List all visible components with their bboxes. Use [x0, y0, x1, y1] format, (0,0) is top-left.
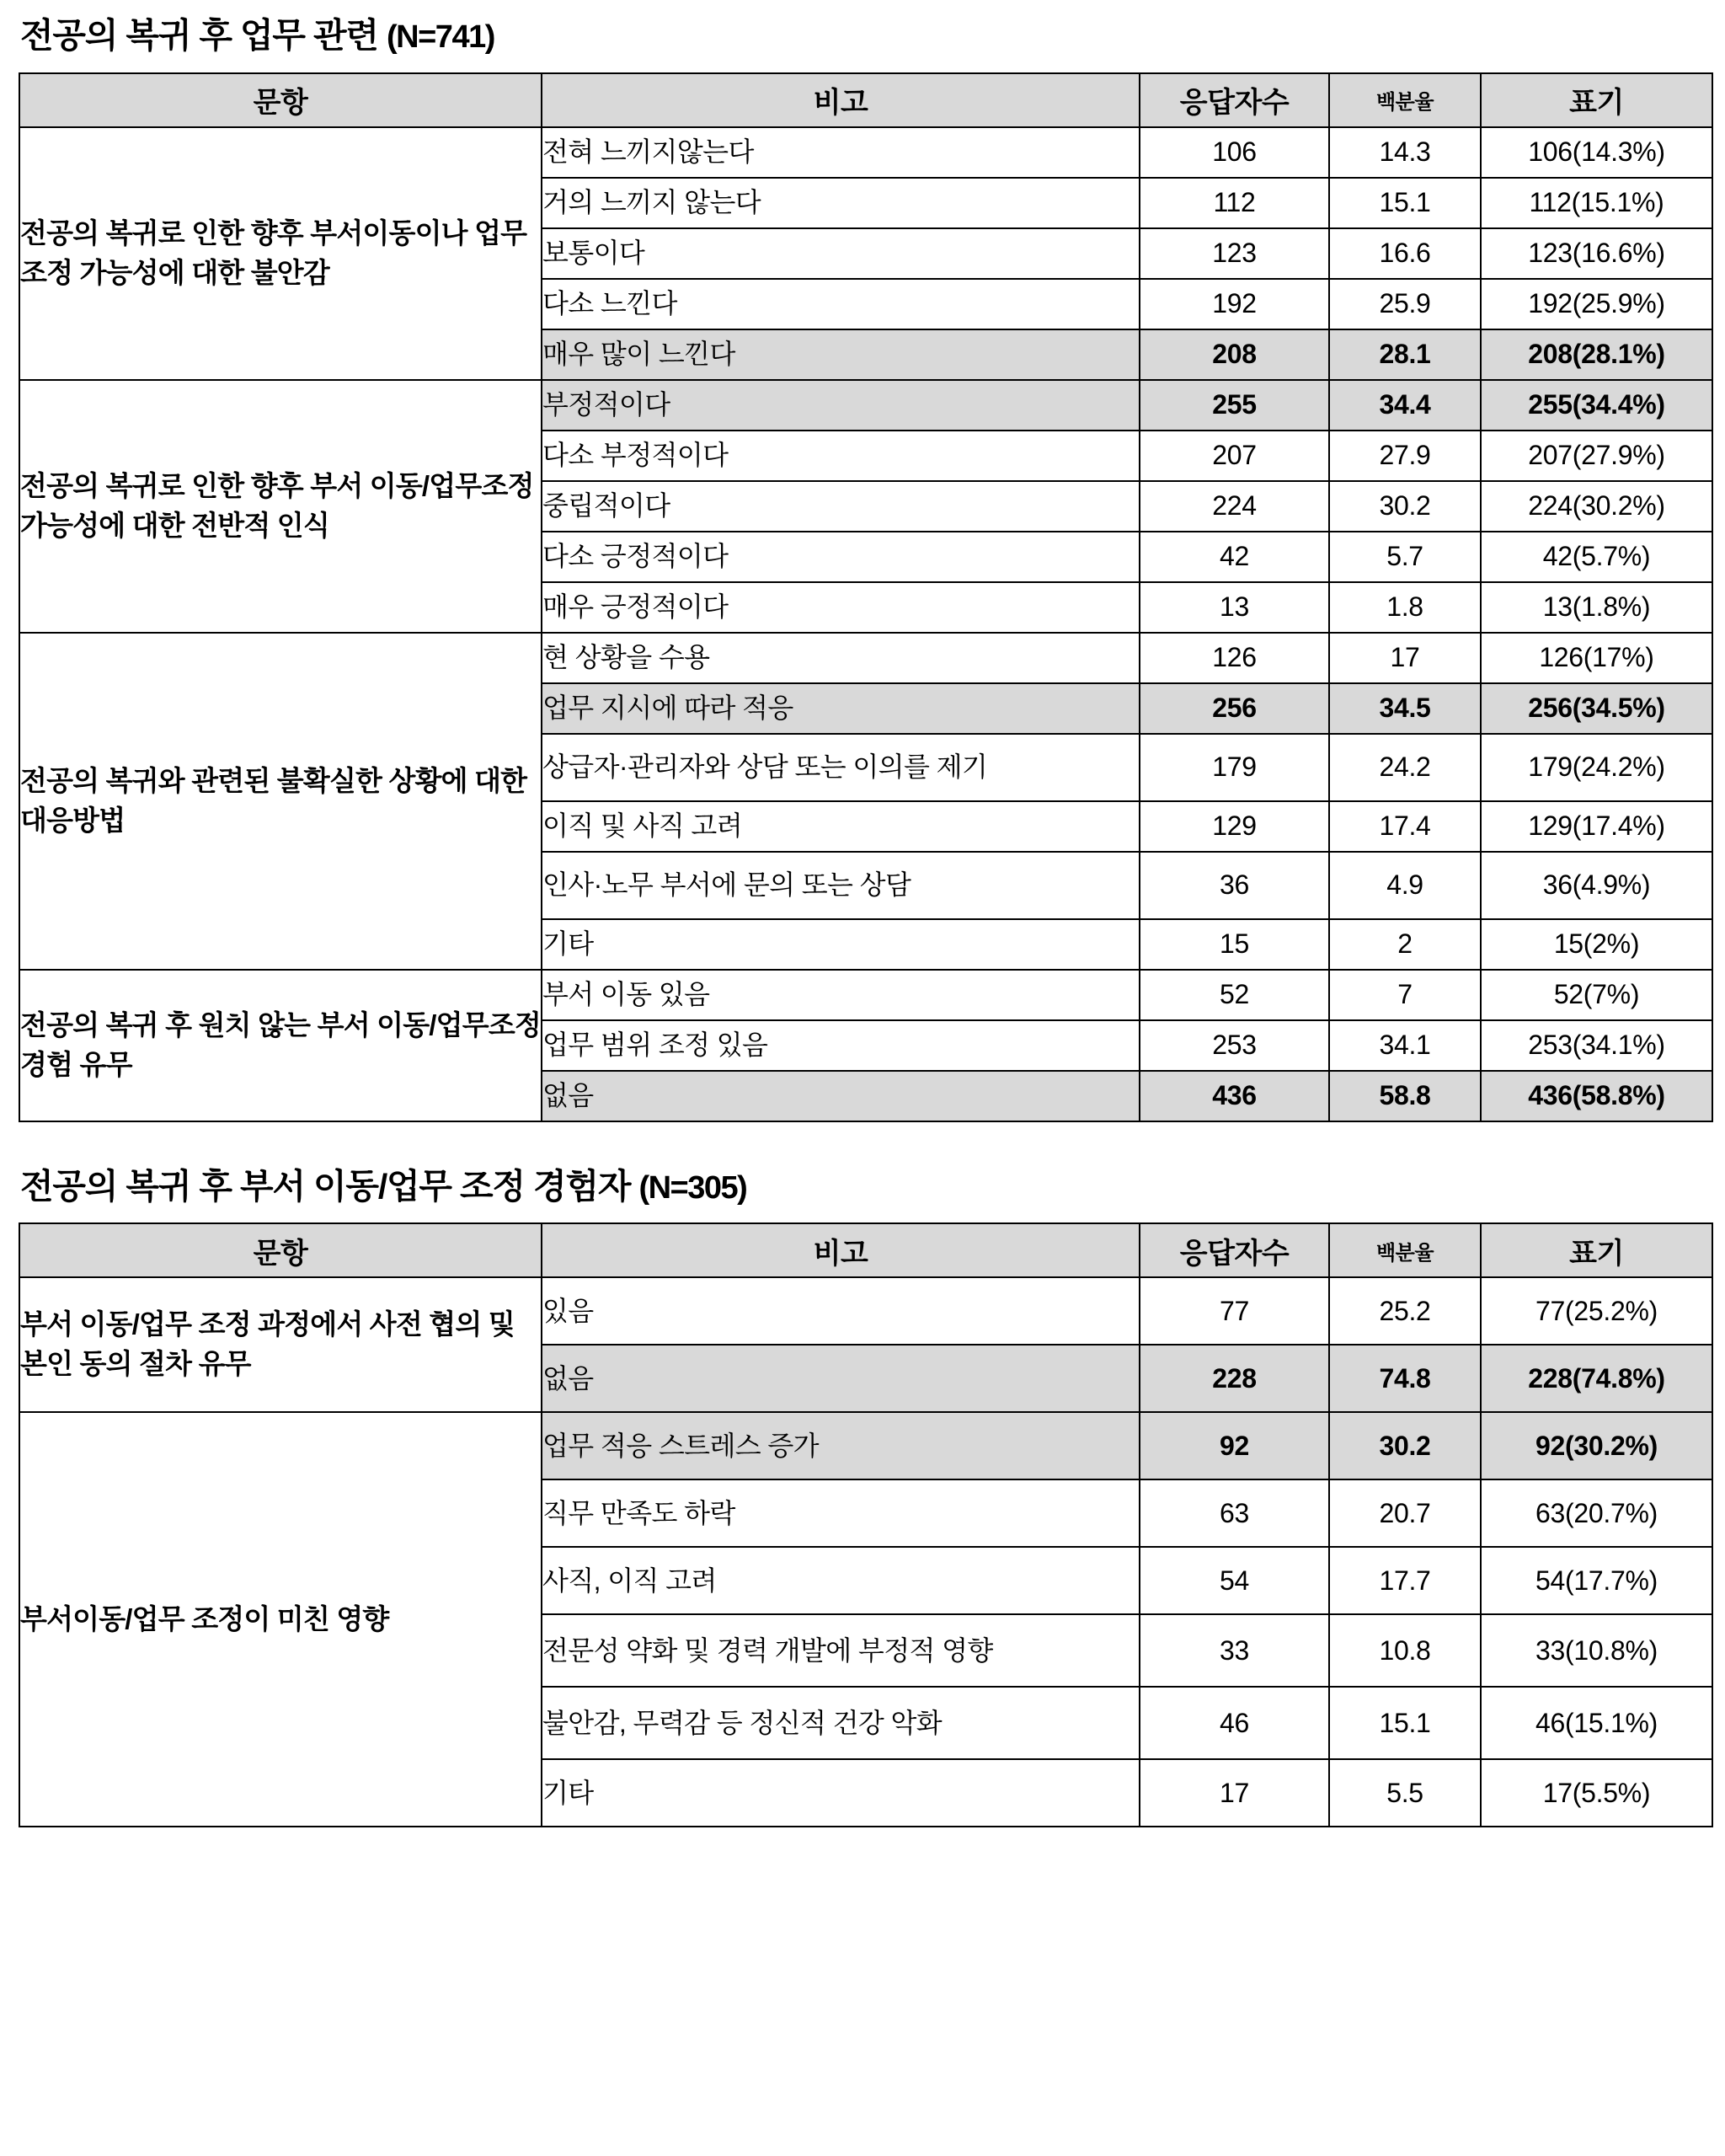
percent-cell: 17.7	[1329, 1547, 1481, 1614]
table-header-row	[19, 73, 1712, 127]
note-cell: 보통이다	[542, 228, 1140, 279]
mark-cell: 179(24.2%)	[1481, 734, 1712, 801]
note-cell: 있음	[542, 1277, 1140, 1345]
header-respondents: 응답자수	[1140, 73, 1329, 127]
percent-cell: 14.3	[1329, 127, 1481, 178]
percent-cell: 30.2	[1329, 481, 1481, 532]
respondents-cell: 106	[1140, 127, 1329, 178]
percent-cell: 17.4	[1329, 801, 1481, 852]
mark-cell: 123(16.6%)	[1481, 228, 1712, 279]
mark-cell: 63(20.7%)	[1481, 1479, 1712, 1547]
mark-cell: 46(15.1%)	[1481, 1687, 1712, 1759]
section-title-text: 전공의 복귀 후 업무 관련	[20, 16, 387, 55]
mark-cell: 54(17.7%)	[1481, 1547, 1712, 1614]
question-cell: 전공의 복귀로 인한 향후 부서 이동/업무조정 가능성에 대한 전반적 인식	[19, 380, 542, 633]
note-cell: 부서 이동 있음	[542, 970, 1140, 1020]
note-cell: 거의 느끼지 않는다	[542, 178, 1140, 228]
mark-cell: 92(30.2%)	[1481, 1412, 1712, 1479]
mark-cell: 228(74.8%)	[1481, 1345, 1712, 1412]
mark-cell: 436(58.8%)	[1481, 1071, 1712, 1121]
respondents-cell: 179	[1140, 734, 1329, 801]
percent-cell: 4.9	[1329, 852, 1481, 919]
mark-cell: 192(25.9%)	[1481, 279, 1712, 329]
percent-cell: 30.2	[1329, 1412, 1481, 1479]
mark-cell: 36(4.9%)	[1481, 852, 1712, 919]
percent-cell: 24.2	[1329, 734, 1481, 801]
note-cell: 중립적이다	[542, 481, 1140, 532]
mark-cell: 52(7%)	[1481, 970, 1712, 1020]
note-cell: 사직, 이직 고려	[542, 1547, 1140, 1614]
note-cell: 전문성 약화 및 경력 개발에 부정적 영향	[542, 1614, 1140, 1687]
respondents-cell: 208	[1140, 329, 1329, 380]
respondents-cell: 17	[1140, 1759, 1329, 1827]
table-header-row	[19, 1223, 1712, 1277]
respondents-cell: 36	[1140, 852, 1329, 919]
respondents-cell: 436	[1140, 1071, 1329, 1121]
section-title-text: 전공의 복귀 후 부서 이동/업무 조정 경험자	[20, 1166, 639, 1206]
respondents-cell: 63	[1140, 1479, 1329, 1547]
respondents-cell: 112	[1140, 178, 1329, 228]
respondents-cell: 77	[1140, 1277, 1329, 1345]
percent-cell: 20.7	[1329, 1479, 1481, 1547]
header-percent-label: 백분율	[1375, 1241, 1434, 1265]
percent-cell: 7	[1329, 970, 1481, 1020]
mark-cell: 106(14.3%)	[1481, 127, 1712, 178]
percent-cell: 16.6	[1329, 228, 1481, 279]
percent-cell: 25.2	[1329, 1277, 1481, 1345]
percent-cell: 34.1	[1329, 1020, 1481, 1071]
note-cell: 매우 많이 느낀다	[542, 329, 1140, 380]
section-title	[20, 1166, 1706, 1208]
percent-cell: 28.1	[1329, 329, 1481, 380]
header-question: 문항	[19, 1223, 542, 1277]
question-cell: 부서 이동/업무 조정 과정에서 사전 협의 및 본인 동의 절차 유무	[19, 1277, 542, 1412]
table-row	[19, 127, 1712, 178]
note-cell: 부정적이다	[542, 380, 1140, 431]
percent-cell: 27.9	[1329, 431, 1481, 481]
table-row	[19, 970, 1712, 1020]
mark-cell: 33(10.8%)	[1481, 1614, 1712, 1687]
percent-cell: 5.7	[1329, 532, 1481, 582]
respondents-cell: 228	[1140, 1345, 1329, 1412]
percent-cell: 10.8	[1329, 1614, 1481, 1687]
mark-cell: 256(34.5%)	[1481, 683, 1712, 734]
survey-table	[19, 1222, 1713, 1827]
mark-cell: 126(17%)	[1481, 633, 1712, 683]
note-cell: 기타	[542, 919, 1140, 970]
respondents-cell: 92	[1140, 1412, 1329, 1479]
respondents-cell: 256	[1140, 683, 1329, 734]
note-cell: 업무 지시에 따라 적응	[542, 683, 1140, 734]
respondents-cell: 253	[1140, 1020, 1329, 1071]
note-cell: 상급자·관리자와 상담 또는 이의를 제기	[542, 734, 1140, 801]
percent-cell: 1.8	[1329, 582, 1481, 633]
respondents-cell: 255	[1140, 380, 1329, 431]
percent-cell: 58.8	[1329, 1071, 1481, 1121]
note-cell: 업무 적응 스트레스 증가	[542, 1412, 1140, 1479]
note-cell: 다소 느낀다	[542, 279, 1140, 329]
sections-container	[19, 15, 1706, 1827]
percent-cell: 15.1	[1329, 178, 1481, 228]
header-percent-label: 백분율	[1375, 91, 1434, 115]
header-question: 문항	[19, 73, 542, 127]
mark-cell: 255(34.4%)	[1481, 380, 1712, 431]
respondents-cell: 126	[1140, 633, 1329, 683]
mark-cell: 42(5.7%)	[1481, 532, 1712, 582]
respondents-cell: 42	[1140, 532, 1329, 582]
percent-cell: 74.8	[1329, 1345, 1481, 1412]
header-mark: 표기	[1481, 73, 1712, 127]
survey-section	[19, 1166, 1706, 1828]
note-cell: 다소 긍정적이다	[542, 532, 1140, 582]
note-cell: 없음	[542, 1071, 1140, 1121]
note-cell: 현 상황을 수용	[542, 633, 1140, 683]
question-cell: 전공의 복귀로 인한 향후 부서이동이나 업무 조정 가능성에 대한 불안감	[19, 127, 542, 380]
respondents-cell: 54	[1140, 1547, 1329, 1614]
respondents-cell: 123	[1140, 228, 1329, 279]
survey-section	[19, 15, 1706, 1122]
percent-cell: 2	[1329, 919, 1481, 970]
mark-cell: 13(1.8%)	[1481, 582, 1712, 633]
mark-cell: 17(5.5%)	[1481, 1759, 1712, 1827]
note-cell: 직무 만족도 하락	[542, 1479, 1140, 1547]
table-row	[19, 380, 1712, 431]
mark-cell: 112(15.1%)	[1481, 178, 1712, 228]
respondents-cell: 52	[1140, 970, 1329, 1020]
respondents-cell: 15	[1140, 919, 1329, 970]
header-respondents: 응답자수	[1140, 1223, 1329, 1277]
percent-cell: 17	[1329, 633, 1481, 683]
note-cell: 전혀 느끼지않는다	[542, 127, 1140, 178]
survey-table	[19, 72, 1713, 1122]
note-cell: 이직 및 사직 고려	[542, 801, 1140, 852]
percent-cell: 34.4	[1329, 380, 1481, 431]
section-sample-size: (N=741)	[387, 19, 494, 55]
percent-cell: 15.1	[1329, 1687, 1481, 1759]
note-cell: 업무 범위 조정 있음	[542, 1020, 1140, 1071]
respondents-cell: 224	[1140, 481, 1329, 532]
note-cell: 인사·노무 부서에 문의 또는 상담	[542, 852, 1140, 919]
percent-cell: 34.5	[1329, 683, 1481, 734]
respondents-cell: 207	[1140, 431, 1329, 481]
header-mark: 표기	[1481, 1223, 1712, 1277]
respondents-cell: 129	[1140, 801, 1329, 852]
table-row	[19, 633, 1712, 683]
mark-cell: 15(2%)	[1481, 919, 1712, 970]
header-percent	[1329, 1223, 1481, 1277]
header-note: 비고	[542, 73, 1140, 127]
note-cell: 매우 긍정적이다	[542, 582, 1140, 633]
section-sample-size: (N=305)	[638, 1169, 747, 1206]
table-row	[19, 1412, 1712, 1479]
table-row	[19, 1277, 1712, 1345]
percent-cell: 5.5	[1329, 1759, 1481, 1827]
question-cell: 부서이동/업무 조정이 미친 영향	[19, 1412, 542, 1827]
question-cell: 전공의 복귀와 관련된 불확실한 상황에 대한 대응방법	[19, 633, 542, 970]
section-title	[20, 15, 1706, 57]
note-cell: 다소 부정적이다	[542, 431, 1140, 481]
note-cell: 불안감, 무력감 등 정신적 건강 악화	[542, 1687, 1140, 1759]
respondents-cell: 192	[1140, 279, 1329, 329]
respondents-cell: 33	[1140, 1614, 1329, 1687]
mark-cell: 208(28.1%)	[1481, 329, 1712, 380]
header-percent	[1329, 73, 1481, 127]
mark-cell: 253(34.1%)	[1481, 1020, 1712, 1071]
header-note: 비고	[542, 1223, 1140, 1277]
question-cell: 전공의 복귀 후 원치 않는 부서 이동/업무조정 경험 유무	[19, 970, 542, 1121]
mark-cell: 77(25.2%)	[1481, 1277, 1712, 1345]
note-cell: 기타	[542, 1759, 1140, 1827]
mark-cell: 207(27.9%)	[1481, 431, 1712, 481]
mark-cell: 224(30.2%)	[1481, 481, 1712, 532]
note-cell: 없음	[542, 1345, 1140, 1412]
mark-cell: 129(17.4%)	[1481, 801, 1712, 852]
respondents-cell: 46	[1140, 1687, 1329, 1759]
respondents-cell: 13	[1140, 582, 1329, 633]
percent-cell: 25.9	[1329, 279, 1481, 329]
